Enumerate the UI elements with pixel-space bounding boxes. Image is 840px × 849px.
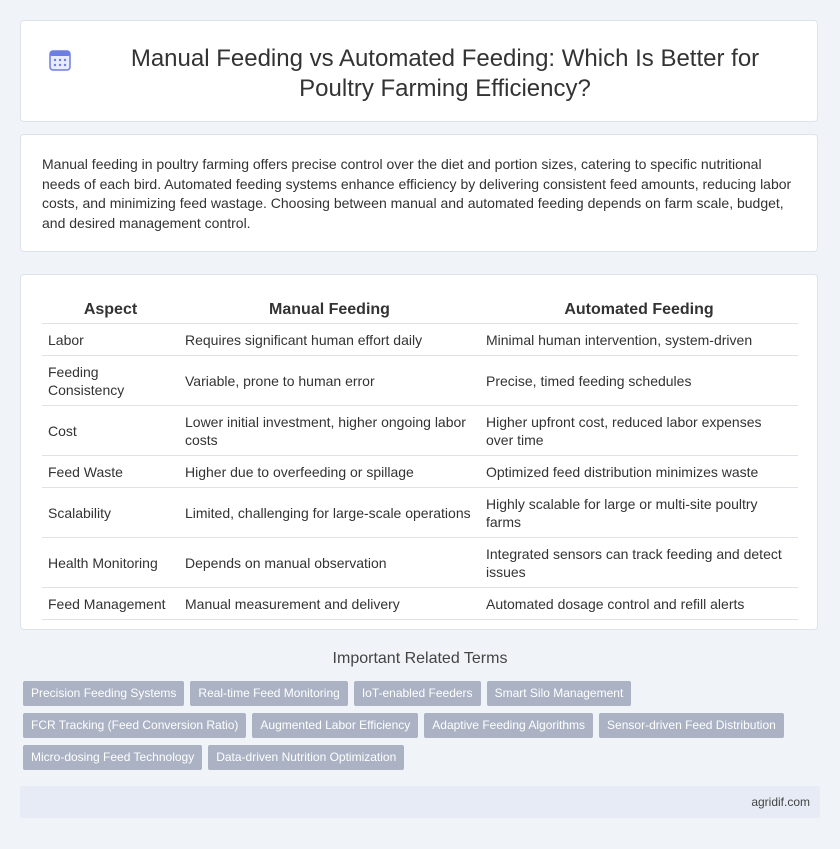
related-terms-list <box>23 681 793 770</box>
table-row <box>42 456 798 488</box>
cell-manual: Requires significant human effort daily <box>179 324 480 356</box>
related-term-tag[interactable]: Smart Silo Management <box>487 681 632 706</box>
related-term-tag[interactable]: Sensor-driven Feed Distribution <box>599 713 784 738</box>
related-term-tag[interactable]: Adaptive Feeding Algorithms <box>424 713 593 738</box>
cell-manual: Lower initial investment, higher ongoing labor costs <box>179 406 480 456</box>
comparison-card <box>20 274 818 630</box>
related-term-tag[interactable]: Data-driven Nutrition Optimization <box>208 745 404 770</box>
cell-manual: Manual measurement and delivery <box>179 588 480 620</box>
cell-aspect: Feed Management <box>42 588 179 620</box>
cell-automated: Integrated sensors can track feeding and detect issues <box>480 538 798 588</box>
table-row <box>42 488 798 538</box>
intro-card <box>20 134 818 252</box>
related-term-tag[interactable]: Augmented Labor Efficiency <box>252 713 418 738</box>
cell-automated: Higher upfront cost, reduced labor expenses over time <box>480 406 798 456</box>
related-term-tag[interactable]: Precision Feeding Systems <box>23 681 184 706</box>
table-row <box>42 324 798 356</box>
table-row <box>42 406 798 456</box>
cell-aspect: Scalability <box>42 488 179 538</box>
cell-manual: Depends on manual observation <box>179 538 480 588</box>
cell-aspect: Feed Waste <box>42 456 179 488</box>
related-term-tag[interactable]: IoT-enabled Feeders <box>354 681 481 706</box>
calendar-icon <box>48 48 72 72</box>
comparison-table <box>42 295 798 620</box>
page-title: Manual Feeding vs Automated Feeding: Which Is Better for Poultry Farming Efficiency? <box>130 45 760 102</box>
related-terms-heading: Important Related Terms <box>332 650 508 667</box>
header-manual: Manual Feeding <box>179 295 480 324</box>
table-header-row <box>42 295 798 324</box>
footer <box>20 786 820 818</box>
table-row <box>42 356 798 406</box>
table-row <box>42 588 798 620</box>
cell-aspect: Cost <box>42 406 179 456</box>
cell-manual: Variable, prone to human error <box>179 356 480 406</box>
cell-manual: Limited, challenging for large-scale operations <box>179 488 480 538</box>
cell-automated: Precise, timed feeding schedules <box>480 356 798 406</box>
cell-automated: Minimal human intervention, system-driven <box>480 324 798 356</box>
footer-site-link[interactable]: agridif.com <box>751 795 810 809</box>
cell-manual: Higher due to overfeeding or spillage <box>179 456 480 488</box>
cell-aspect: Health Monitoring <box>42 538 179 588</box>
intro-paragraph: Manual feeding in poultry farming offers precise control over the diet and portion sizes, catering to specific nutritional needs of each bird. Automated feeding systems enhance efficiency by delivering consistent feed amounts, reducing labor costs, and minimizing feed wastage. Choosing between manual and automated feeding depends on farm scale, budget, and desired management control. <box>42 156 792 231</box>
title-card <box>20 20 818 122</box>
cell-automated: Automated dosage control and refill alerts <box>480 588 798 620</box>
header-aspect: Aspect <box>42 295 179 324</box>
header-automated: Automated Feeding <box>480 295 798 324</box>
cell-aspect: Labor <box>42 324 179 356</box>
related-term-tag[interactable]: FCR Tracking (Feed Conversion Ratio) <box>23 713 246 738</box>
related-term-tag[interactable]: Micro-dosing Feed Technology <box>23 745 202 770</box>
cell-automated: Optimized feed distribution minimizes waste <box>480 456 798 488</box>
cell-aspect: Feeding Consistency <box>42 356 179 406</box>
related-term-tag[interactable]: Real-time Feed Monitoring <box>190 681 347 706</box>
table-row <box>42 538 798 588</box>
cell-automated: Highly scalable for large or multi-site poultry farms <box>480 488 798 538</box>
